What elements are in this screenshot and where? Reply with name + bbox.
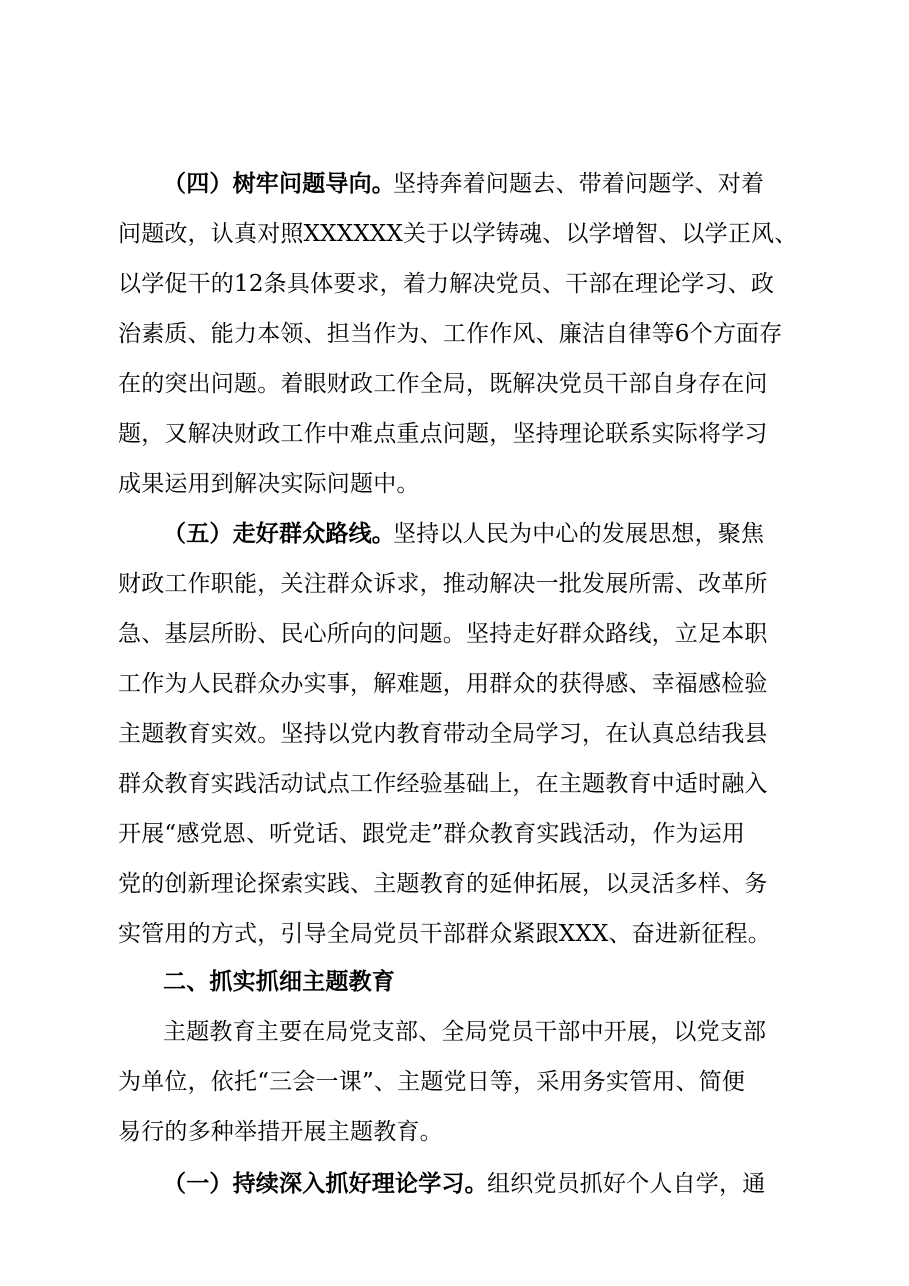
- paragraph-4-line-5: [0, 364, 909, 404]
- paragraph-4-line-6: [0, 414, 909, 454]
- paragraph-4-line-2: [0, 214, 909, 254]
- text-line: 党的创新理论探索实践、主题教育的延伸拓展，以灵活多样、务: [118, 871, 768, 897]
- text-line: 财政工作职能，关注群众诉求，推动解决一批发展所需、改革所: [118, 571, 768, 597]
- paragraph-4-line-1: [0, 164, 909, 204]
- text-line: 开展“感党恩、听党话、跟党走”群众教育实践活动，作为运用: [118, 821, 746, 847]
- paragraph-5-line-1-text: 坚持以人民为中心的发展思想，聚焦: [393, 521, 765, 547]
- paragraph-5-line-1: [0, 514, 909, 554]
- paragraph-4-line-7: [0, 464, 909, 504]
- text-line: 题，又解决财政工作中难点重点问题，坚持理论联系实际将学习: [118, 421, 768, 447]
- paragraph-1-line-1: [0, 1164, 909, 1204]
- section-heading: [0, 962, 909, 1002]
- text-line: 实管用的方式，引导全局党员干部群众紧跟XXX、奋进新征程。: [118, 921, 771, 947]
- paragraph-4-line-4: [0, 314, 909, 354]
- paragraph-4-line-3: [0, 264, 909, 304]
- paragraph-4-lead: （四）树牢问题导向。: [163, 170, 395, 197]
- paragraph-5-line-9: [0, 914, 909, 954]
- paragraph-1-lead: （一）持续深入抓好理论学习。: [163, 1170, 488, 1197]
- text-line: 急、基层所盼、民心所向的问题。坚持走好群众路线，立足本职: [118, 621, 768, 647]
- paragraph-4-line-1-text: 坚持奔着问题去、带着问题学、对着: [393, 171, 765, 197]
- section-paragraph-line-2: [0, 1062, 909, 1102]
- paragraph-5-line-8: [0, 864, 909, 904]
- text-line: 群众教育实践活动试点工作经验基础上，在主题教育中适时融入: [118, 771, 768, 797]
- text-line: 治素质、能力本领、担当作为、工作作风、廉洁自律等6个方面存: [118, 321, 783, 347]
- paragraph-5-line-6: [0, 764, 909, 804]
- paragraph-1-line-1-text: 组织党员抓好个人自学，通: [487, 1171, 766, 1197]
- text-line: 成果运用到解决实际问题中。: [118, 471, 420, 497]
- text-line: 工作为人民群众办实事，解难题，用群众的获得感、幸福感检验: [118, 671, 768, 697]
- text-line: 以学促干的12条具体要求，着力解决党员、干部在理论学习、政: [118, 271, 775, 297]
- text-line: 问题改，认真对照XXXXXX关于以学铸魂、以学增智、以学正风、: [118, 221, 798, 247]
- text-line: 主题教育主要在局党支部、全局党员干部中开展，以党支部: [163, 1019, 767, 1045]
- paragraph-5-line-7: [0, 814, 909, 854]
- text-line: 易行的多种举措开展主题教育。: [118, 1119, 443, 1145]
- paragraph-5-line-3: [0, 614, 909, 654]
- paragraph-5-line-2: [0, 564, 909, 604]
- section-heading-text: 二、抓实抓细主题教育: [163, 969, 395, 995]
- text-line: 为单位，依托“三会一课”、主题党日等，采用务实管用、简便: [118, 1069, 746, 1095]
- paragraph-5-line-5: [0, 714, 909, 754]
- text-line: 在的突出问题。着眼财政工作全局，既解决党员干部自身存在问: [118, 371, 768, 397]
- paragraph-5-line-4: [0, 664, 909, 704]
- section-paragraph-line-3: [0, 1112, 909, 1152]
- text-line: 主题教育实效。坚持以党内教育带动全局学习，在认真总结我县: [118, 721, 768, 747]
- paragraph-5-lead: （五）走好群众路线。: [163, 520, 395, 547]
- section-paragraph-line-1: [0, 1012, 909, 1052]
